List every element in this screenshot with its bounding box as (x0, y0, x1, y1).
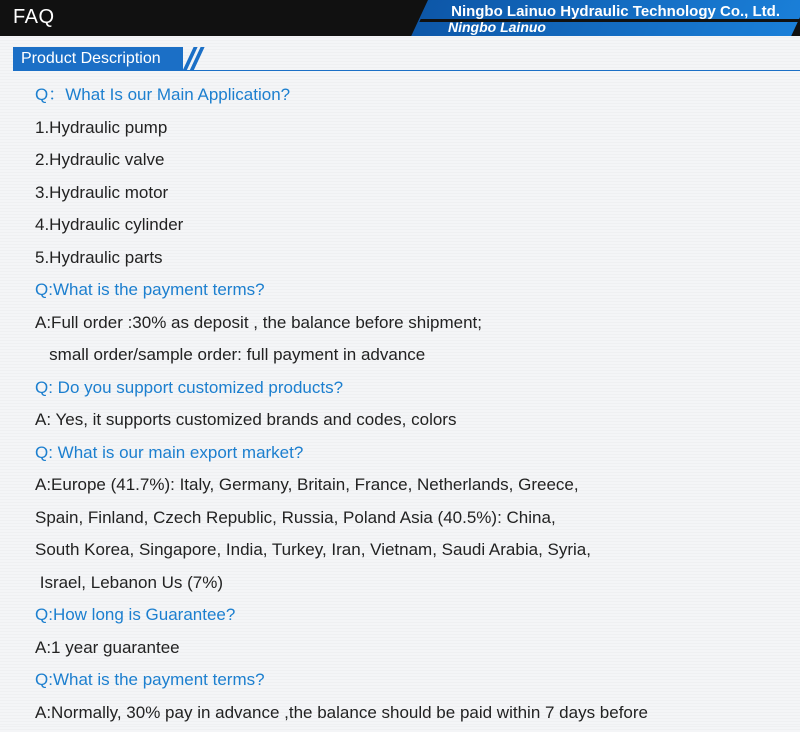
header-bar (0, 0, 800, 36)
faq-answer-line: 3.Hydraulic motor (35, 180, 795, 213)
company-short-name: Ningbo Lainuo (448, 19, 546, 35)
company-name: Ningbo Lainuo Hydraulic Technology Co., Ltd. (451, 3, 780, 20)
faq-question: Q:What is the payment terms? (35, 667, 795, 700)
faq-answer-line: 5.Hydraulic parts (35, 245, 795, 278)
faq-answer-line: 2.Hydraulic valve (35, 147, 795, 180)
faq-answer-line: A: Yes, it supports customized brands and codes, colors (35, 407, 795, 440)
faq-answer-line: A:Europe (41.7%): Italy, Germany, Britain, France, Netherlands, Greece, (35, 472, 795, 505)
faq-answer-line: 1.Hydraulic pump (35, 115, 795, 148)
faq-answer-line: Spain, Finland, Czech Republic, Russia, Poland Asia (40.5%): China, (35, 505, 795, 538)
faq-question: Q:What is the payment terms? (35, 277, 795, 310)
faq-question: Q: What is our main export market? (35, 440, 795, 473)
faq-answer-line: 4.Hydraulic cylinder (35, 212, 795, 245)
faq-list (35, 82, 795, 732)
faq-question: Q：What Is our Main Application? (35, 82, 795, 115)
section-heading (13, 47, 183, 71)
faq-answer-line: South Korea, Singapore, India, Turkey, Iran, Vietnam, Saudi Arabia, Syria, (35, 537, 795, 570)
section-underline (13, 70, 800, 71)
faq-question: Q: Do you support customized products? (35, 375, 795, 408)
faq-answer-line: A:Normally, 30% pay in advance ,the balance should be paid within 7 days before (35, 700, 795, 732)
faq-answer-line: A:Full order :30% as deposit , the balance before shipment; (35, 310, 795, 343)
faq-answer-line: small order/sample order: full payment in advance (35, 342, 795, 375)
faq-answer-line: Israel, Lebanon Us (7%) (35, 570, 795, 603)
faq-answer-line: A:1 year guarantee (35, 635, 795, 668)
page-title: FAQ (13, 6, 55, 29)
faq-question: Q:How long is Guarantee? (35, 602, 795, 635)
section-heading-label: Product Description (21, 50, 161, 68)
